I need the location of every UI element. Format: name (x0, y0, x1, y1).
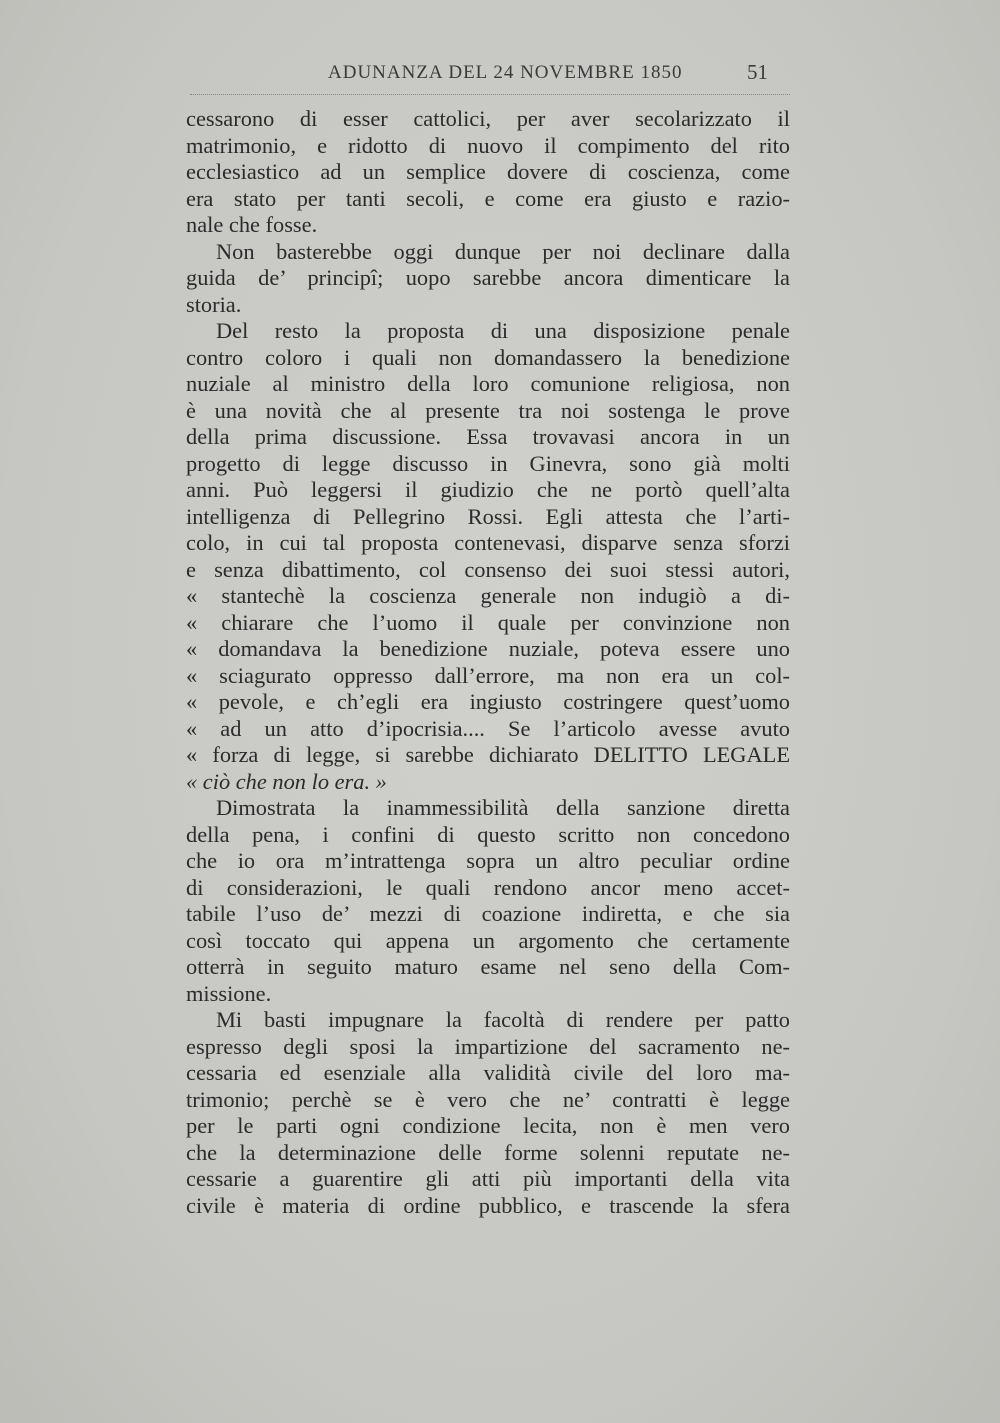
page-header (190, 58, 790, 98)
text-line: progetto di legge discusso in Ginevra, sono già molti (186, 450, 790, 476)
text-line: matrimonio, e ridotto di nuovo il compimento del rito (186, 132, 790, 158)
text-line: cessaria ed esenziale alla validità civile del loro ma- (186, 1060, 790, 1085)
running-head: ADUNANZA DEL 24 NOVEMBRE 1850 (328, 62, 683, 83)
quote-line: « ciò che non lo era. » (186, 768, 387, 794)
text-line: della pena, i confini di questo scritto non concedono (186, 821, 790, 847)
text-line: nale che fosse. (186, 212, 318, 237)
text-line: ecclesiastico ad un semplice dovere di coscienza, come (186, 159, 790, 184)
quote-line: « pevole, e ch’egli era ingiusto costringere quest’uomo (186, 689, 790, 714)
text-line: espresso degli sposi la impartizione del sacramento ne- (186, 1033, 790, 1059)
text-line: Dimostrata la inammessibilità della sanzione diretta (216, 795, 790, 820)
text-line: cessarono di esser cattolici, per aver secolarizzato il (186, 106, 790, 131)
text-line: che io ora m’intrattenga sopra un altro peculiar ordine (186, 848, 790, 873)
header-rule (190, 94, 790, 95)
text-line: per le parti ogni condizione lecita, non è men vero (186, 1113, 790, 1138)
body-text (186, 106, 790, 1219)
text-line: anni. Può leggersi il giudizio che ne portò quell’alta (186, 477, 790, 502)
text-line: tabile l’uso de’ mezzi di coazione indiretta, e che sia (186, 901, 790, 926)
quote-line: « ad un atto d’ipocrisia.... Se l’articolo avesse avuto (186, 715, 790, 741)
text-line: è una novità che al presente tra noi sostenga le prove (186, 397, 790, 423)
text-line: contro coloro i quali non domandassero la benedizione (186, 344, 790, 370)
text-line: Mi basti impugnare la facoltà di rendere per patto (216, 1007, 790, 1032)
quote-line: « sciagurato oppresso dall’errore, ma non era un col- (186, 662, 790, 688)
page-number: 51 (747, 60, 768, 84)
text-line: della prima discussione. Essa trovavasi ancora in un (186, 424, 790, 449)
text-line: storia. (186, 291, 242, 317)
text-line: guida de’ principî; uopo sarebbe ancora dimenticare la (186, 265, 790, 290)
text-line: così toccato qui appena un argomento che certamente (186, 927, 790, 953)
text-line: di considerazioni, le quali rendono ancor meno accet- (186, 874, 790, 900)
quote-line: « chiarare che l’uomo il quale per convinzione non (186, 609, 790, 635)
text-line: cessarie a guarentire gli atti più importanti della vita (186, 1166, 790, 1191)
text-line: colo, in cui tal proposta contenevasi, disparve senza sforzi (186, 530, 790, 555)
quote-line: « stantechè la coscienza generale non indugiò a di- (186, 583, 790, 608)
text-line: otterrà in seguito maturo esame nel seno della Com- (186, 954, 790, 979)
text-line: che la determinazione delle forme solenni reputate ne- (186, 1139, 790, 1165)
text-line: missione. (186, 980, 272, 1006)
text-line: civile è materia di ordine pubblico, e trascende la sfera (186, 1192, 790, 1218)
quote-line: « forza di legge, si sarebbe dichiarato DELITTO LEGALE (186, 742, 790, 767)
text-line: nuziale al ministro della loro comunione religiosa, non (186, 371, 790, 396)
text-line: trimonio; perchè se è vero che ne’ contratti è legge (186, 1086, 790, 1112)
quote-line: « domandava la benedizione nuziale, poteva essere uno (186, 636, 790, 661)
text-line: era stato per tanti secoli, e come era giusto e razio- (186, 185, 790, 211)
text-line: intelligenza di Pellegrino Rossi. Egli attesta che l’arti- (186, 503, 790, 529)
text-line: e senza dibattimento, col consenso dei suoi stessi autori, (186, 556, 790, 582)
text-line: Non basterebbe oggi dunque per noi declinare dalla (216, 238, 790, 264)
text-line: Del resto la proposta di una disposizione penale (216, 318, 790, 343)
